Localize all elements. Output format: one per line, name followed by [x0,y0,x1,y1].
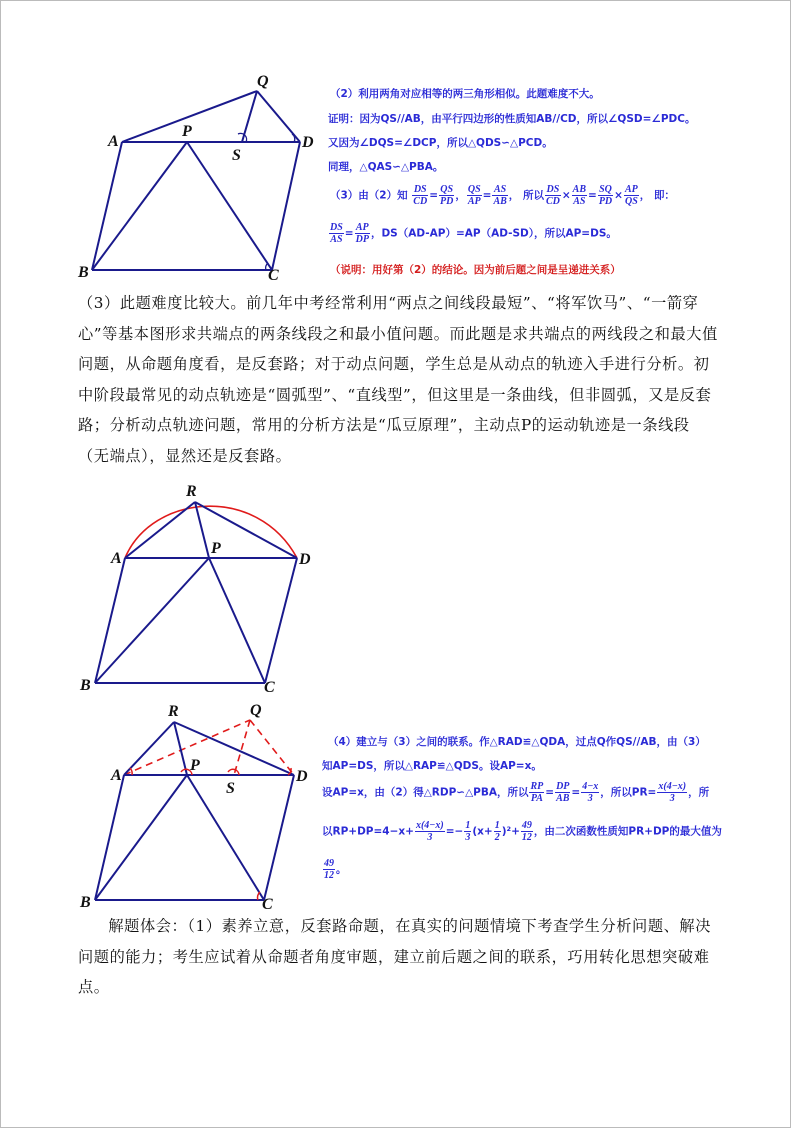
line3-prefix: 设AP=x，由（2）得△RDP∽△PBA，所以 [322,786,529,799]
label-P: P [182,123,192,140]
note-proof-line2: 又因为∠DQS=∠DCP，所以△QDS∽△PCD。 [328,137,553,149]
label-D: D [299,551,311,568]
note-part4-final [322,858,347,881]
label-B: B [78,264,89,281]
frac-x4mx-3-b: $\frac{x(4-x)}{3}$ [415,820,444,843]
frac-49-12: $\frac{49}{12}$ [521,820,532,843]
frac-SQ-PD: $\frac{SQ}{PD}$ [598,184,613,207]
paragraph-analysis [78,288,718,471]
note-part4-line1: （4）建立与（3）之间的联系。作△RAD≌△QDA，过点Q作QS//AB，由（3） [328,736,706,748]
label-B: B [80,894,91,910]
line4-sq: )²+ [501,825,520,838]
frac-x4mx-3: $\frac{x(4-x)}{3}$ [658,781,687,804]
label-D: D [296,768,308,785]
part3-ie: 即： [653,189,675,202]
paragraph-reflection [78,911,718,1003]
frac-AB-AS: $\frac{AB}{AS}$ [572,184,587,207]
label-S: S [232,147,241,164]
figure-3 [74,700,330,910]
frac-QS-AP: $\frac{QS}{AP}$ [467,184,481,207]
final-suffix: 。 [336,863,347,876]
note-proof-line3: 同理，△QAS∽△PBA。 [328,161,444,173]
label-D: D [302,134,314,151]
label-P: P [190,757,200,774]
label-B: B [80,677,91,694]
note-part4-line2: 知AP=DS，所以△RAP≌△QDS。设AP=x。 [322,760,542,772]
label-S: S [226,780,235,797]
label-P: P [211,540,221,557]
note-remark: （说明：用好第（2）的结论。因为前后题之间是呈递进关系） [330,264,621,276]
frac-QS-PD: $\frac{QS}{PD}$ [440,184,454,207]
frac-4mx-3: $\frac{4-x}{3}$ [582,781,599,804]
note-part2-heading: （2）利用两角对应相等的两三角形相似。此题难度不大。 [330,88,600,100]
frac-RP-PA: $\frac{RP}{PA}$ [530,781,544,804]
figure-1 [70,70,320,285]
frac-DS-CD-2: $\frac{DS}{CD}$ [545,184,560,207]
label-C: C [262,896,273,910]
part3-line2-rest: ，DS（AD-AP）=AP（AD-SD），所以AP=DS。 [370,227,617,240]
label-Q: Q [250,702,262,719]
label-Q: Q [257,73,269,90]
label-R: R [168,703,179,720]
note-part4-line3: 设AP=x，由（2）得△RDP∽△PBA，所以 $\frac{RP}{PA}$ = $\frac{DP}{AB}$ = $\frac{4-x}{3}$ ，所以PR= $\frac{x(4-x)}{3}$ ，所 [322,781,710,804]
frac-DP-AB: $\frac{DP}{AB}$ [556,781,570,804]
frac-DS-CD: $\frac{DS}{CD}$ [413,184,428,207]
line3-end: ，所 [688,786,710,799]
line3-mid: ，所以PR= [600,786,657,799]
paragraph-2-text: 解题体会：（1）素养立意，反套路命题，在真实的问题情境下考查学生分析问题、解决问题的能力；考生应试着从命题者角度审题，建立前后题之间的联系，巧用转化思想突破难点。 [78,917,711,996]
frac-AS-AB: $\frac{AS}{AB}$ [493,184,507,207]
label-A: A [111,767,122,784]
note-part4-line4 [322,820,722,843]
label-R: R [186,483,197,500]
frac-DS-AS: $\frac{DS}{AS}$ [330,222,343,245]
frac-1-2: $\frac{1}{2}$ [494,820,500,843]
line4-end: ，由二次函数性质知PR+DP的最大值为 [533,825,722,838]
label-C: C [268,267,279,284]
paragraph-1-text: （3）此题难度比较大。前几年中考经常利用“两点之间线段最短”、“将军饮马”、“一箭穿心”等基本图形求共端点的两条线段之和最小值问题。而此题是求共端点的两线段之和最大值问题，从命题角度看，是反套路；对于动点问题，学生总是从动点的轨迹入手进行分析。初中阶段最常见的动点轨迹是“圆弧型”、“直线型”，但这里是一条曲线，但非圆弧，又是反套路；分析动点轨迹问题，常用的分析方法是“瓜豆原理”，主动点P的运动轨迹是一条线段（无端点），显然还是反套路。 [78,294,718,465]
part3-so: 所以 [522,189,544,202]
frac-AP-DP: $\frac{AP}{DP}$ [355,222,369,245]
label-A: A [108,133,119,150]
part3-prefix: （3）由（2）知 [330,189,408,202]
figure-2 [72,476,332,701]
line4-mid: =− [445,825,464,838]
frac-AP-QS: $\frac{AP}{QS}$ [624,184,638,207]
frac-49-12-final: $\frac{49}{12}$ [324,858,334,881]
note-proof-line1: 证明：因为QS//AB，由平行四边形的性质知AB//CD，所以∠QSD=∠PDC。 [328,113,696,125]
note-part3-line1: （3）由（2）知 $\frac{DS}{CD}$ = $\frac{QS}{PD}$ ， $\frac{QS}{AP}$ = $\frac{AS}{AB}$ ， 所以 $\frac{DS}{CD}$ × $\frac{AB}{AS}$ = $\frac{SQ}{PD}$ × $\frac{AP}{QS}$ ， 即： [330,184,675,207]
frac-1-3: $\frac{1}{3}$ [465,820,471,843]
line4-prefix: 以RP+DP=4−x+ [322,825,414,838]
line4-x: (x+ [472,825,493,838]
note-part3-line2: $\frac{DS}{AS}$ = $\frac{AP}{DP}$ ，DS（AD-AP）=AP（AD-SD），所以AP=DS。 [330,222,617,245]
label-A: A [111,550,122,567]
label-C: C [264,679,275,696]
